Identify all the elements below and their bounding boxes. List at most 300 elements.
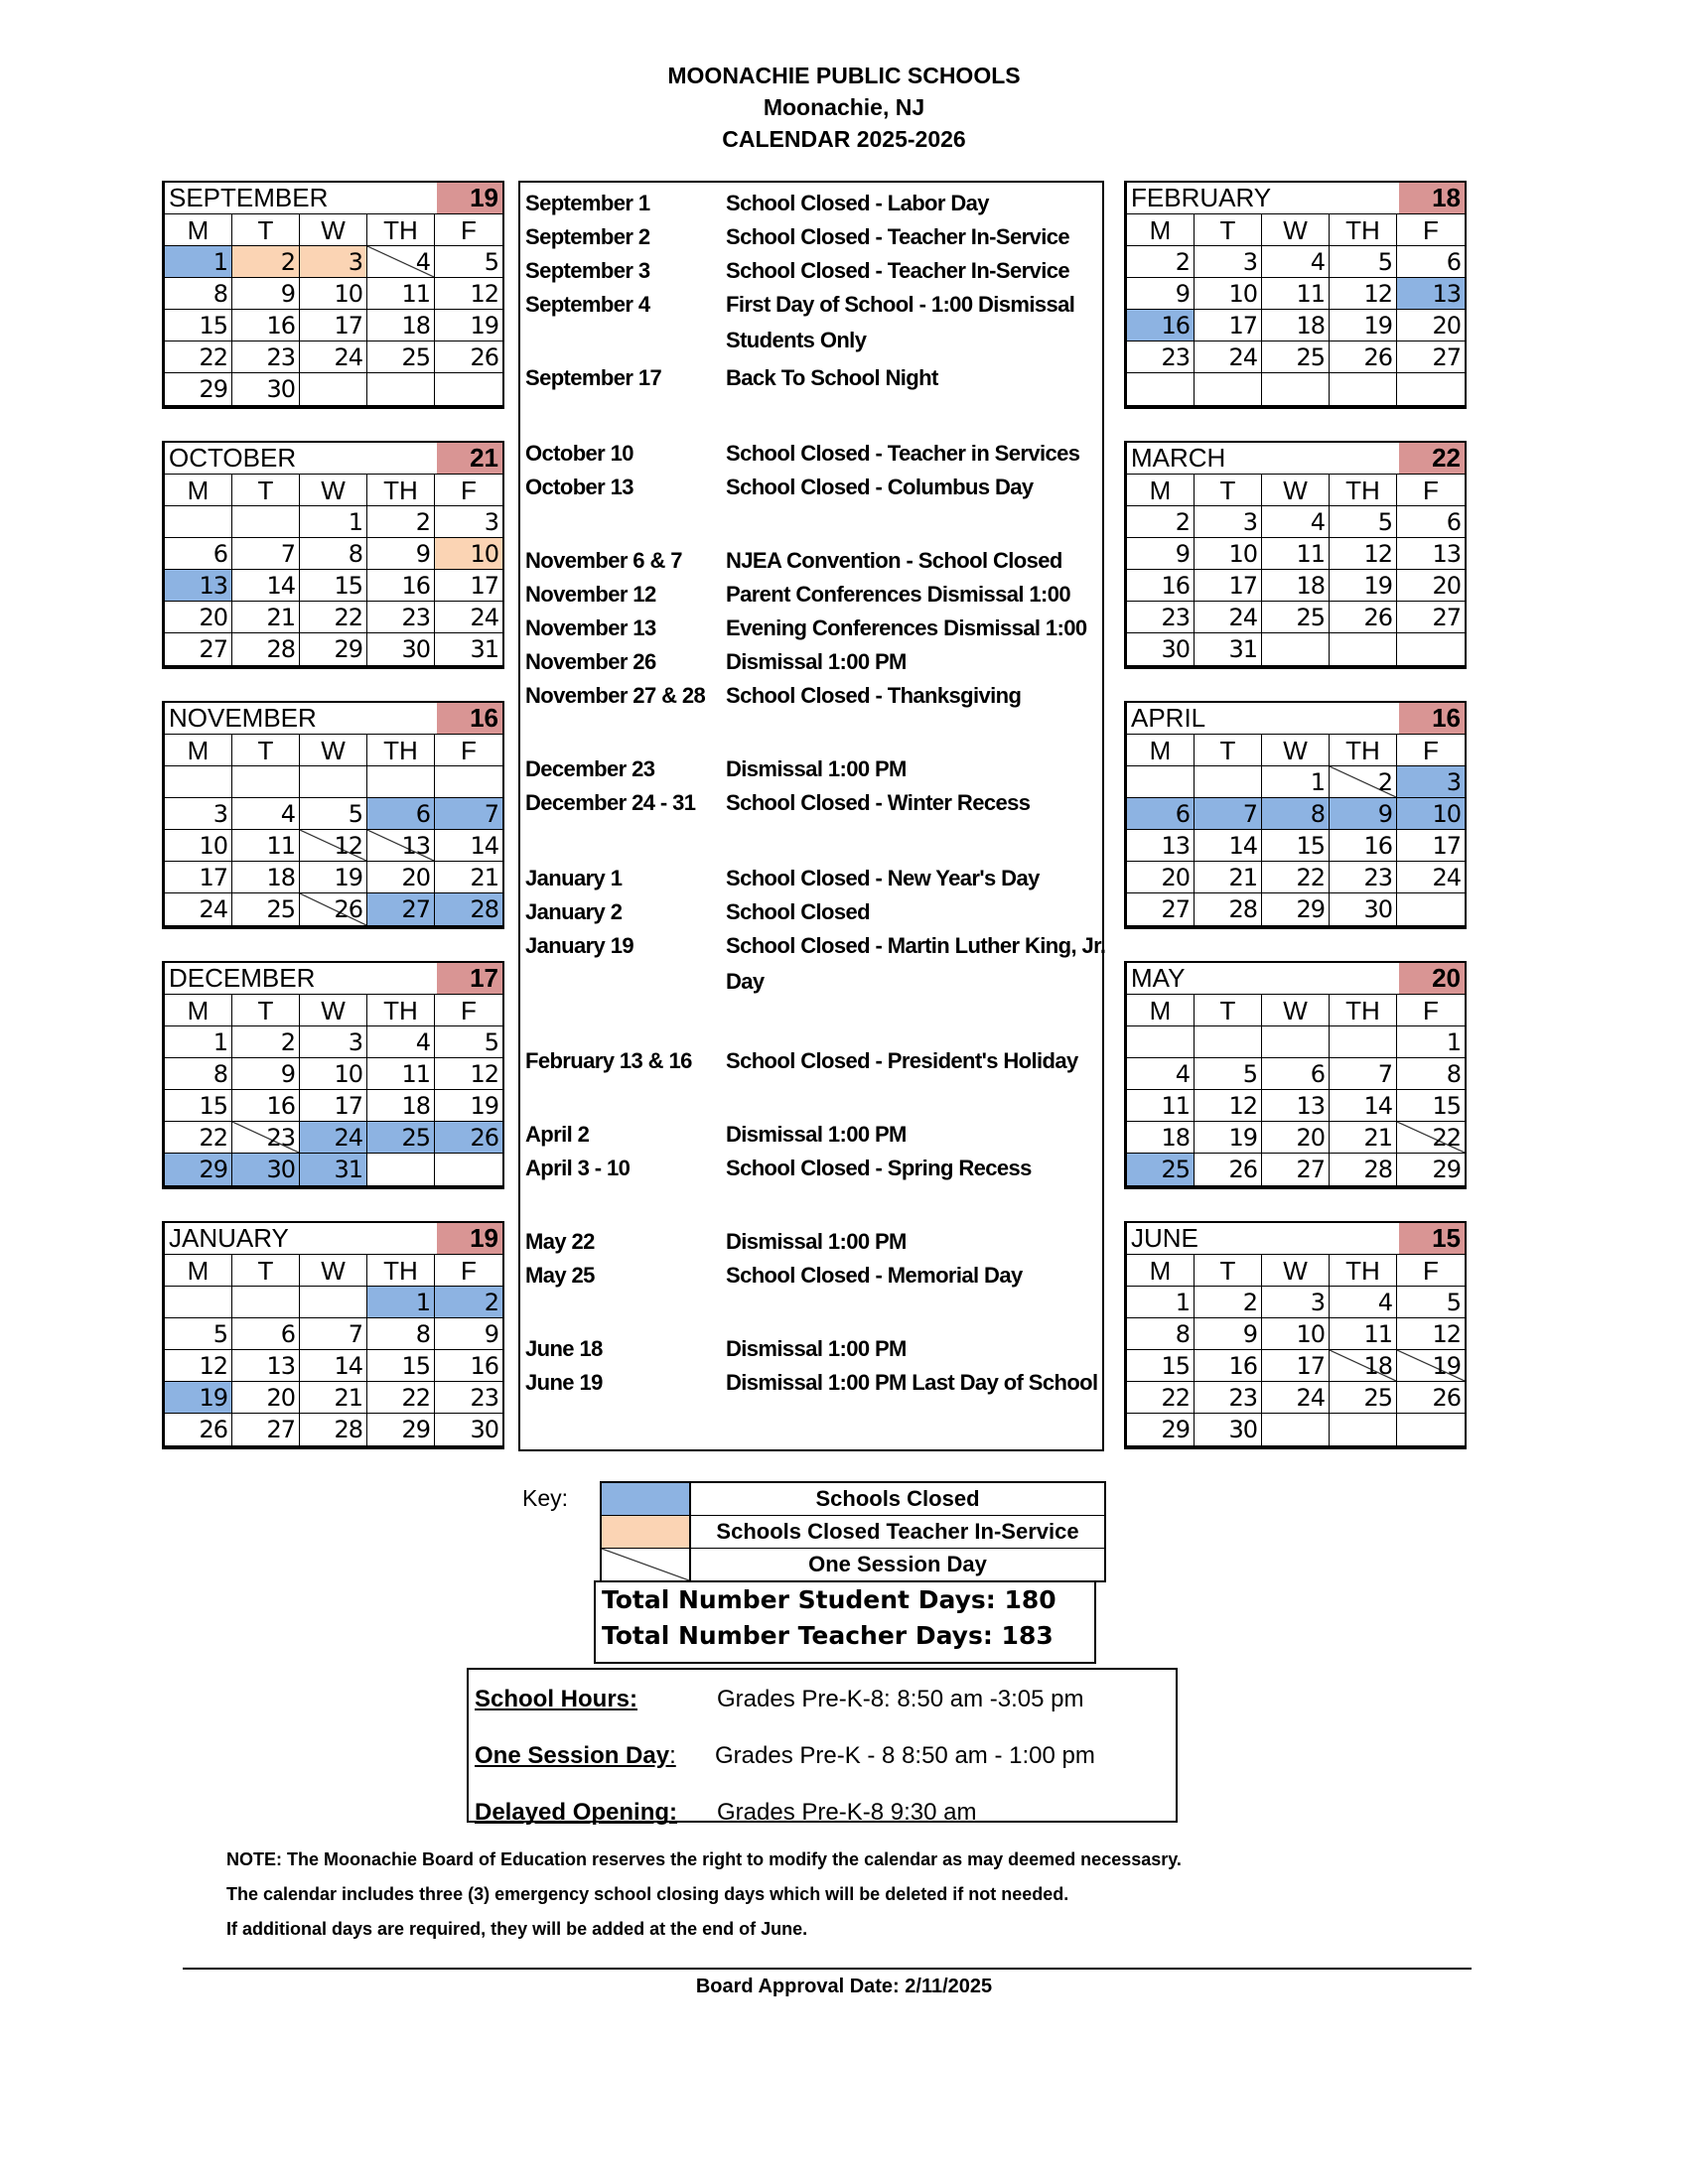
- weekday-header: T: [232, 1255, 300, 1287]
- weekday-header: W: [1262, 995, 1330, 1026]
- event-description: School Closed: [726, 899, 870, 924]
- month-name: OCTOBER: [169, 443, 297, 473]
- month-october: [162, 441, 504, 669]
- day-cell: 10: [300, 1058, 367, 1090]
- day-cell: 27: [1127, 893, 1195, 925]
- event-date: September 17: [525, 365, 662, 390]
- weekday-header: M: [1127, 475, 1195, 506]
- day-cell: 10: [1195, 278, 1262, 310]
- day-cell: 4: [367, 1026, 435, 1058]
- hours-label: School Hours:: [475, 1686, 638, 1712]
- day-cell: 21: [1330, 1122, 1397, 1154]
- event-row: [520, 292, 1106, 326]
- day-cell: 2: [232, 1026, 300, 1058]
- weekday-header: TH: [367, 735, 435, 766]
- day-cell: 24: [300, 1122, 367, 1154]
- day-cell: 4: [1262, 246, 1330, 278]
- event-row: [520, 582, 1106, 615]
- month-january: [162, 1221, 504, 1449]
- day-cell: 18: [367, 1090, 435, 1122]
- month-name: NOVEMBER: [169, 703, 317, 733]
- weekday-header: W: [1262, 475, 1330, 506]
- key-table: [600, 1481, 1106, 1582]
- totals-box: [594, 1580, 1096, 1664]
- month-grid: [1127, 735, 1465, 925]
- day-cell: 9: [1195, 1318, 1262, 1350]
- day-cell: 24: [1262, 1382, 1330, 1414]
- day-cell: 30: [367, 633, 435, 665]
- month-day-count: 17: [437, 963, 502, 994]
- day-cell: 29: [1262, 893, 1330, 925]
- day-cell: 7: [1330, 1058, 1397, 1090]
- event-date: November 13: [525, 615, 656, 640]
- day-cell: 26: [435, 1122, 502, 1154]
- day-cell: 25: [367, 341, 435, 373]
- empty-cell: [1397, 373, 1465, 405]
- empty-cell: [1262, 1026, 1330, 1058]
- day-cell: 28: [435, 893, 502, 925]
- weekday-header: TH: [367, 1255, 435, 1287]
- day-cell: 4: [1127, 1058, 1195, 1090]
- month-name: DECEMBER: [169, 963, 316, 993]
- day-cell: 11: [367, 1058, 435, 1090]
- weekday-header: TH: [1330, 735, 1397, 766]
- day-cell: 30: [232, 1154, 300, 1185]
- month-name: MARCH: [1131, 443, 1226, 473]
- event-row: [520, 328, 1106, 361]
- event-description: School Closed - Teacher in Services: [726, 441, 1080, 466]
- day-cell: 23: [1330, 862, 1397, 893]
- month-day-count: 20: [1399, 963, 1465, 994]
- day-cell: 23: [232, 1122, 300, 1154]
- day-cell: 25: [232, 893, 300, 925]
- event-date: September 1: [525, 191, 650, 215]
- day-cell: 1: [1262, 766, 1330, 798]
- day-cell: 1: [1127, 1287, 1195, 1318]
- day-cell: 29: [367, 1414, 435, 1445]
- weekday-header: T: [232, 475, 300, 506]
- day-cell: 23: [1195, 1382, 1262, 1414]
- day-cell: 20: [1127, 862, 1195, 893]
- day-cell: 3: [1262, 1287, 1330, 1318]
- event-description: School Closed - Memorial Day: [726, 1263, 1023, 1288]
- day-cell: 4: [1330, 1287, 1397, 1318]
- day-cell: 16: [367, 570, 435, 602]
- day-cell: 13: [1397, 278, 1465, 310]
- day-cell: 13: [1127, 830, 1195, 862]
- event-row: [520, 649, 1106, 683]
- event-description: Back To School Night: [726, 365, 938, 390]
- day-cell: 11: [1127, 1090, 1195, 1122]
- event-date: January 2: [525, 899, 623, 924]
- day-cell: 26: [165, 1414, 232, 1445]
- event-row: [520, 475, 1106, 508]
- day-cell: 30: [1330, 893, 1397, 925]
- event-description: NJEA Convention - School Closed: [726, 548, 1062, 573]
- event-date: December 23: [525, 756, 655, 781]
- empty-cell: [165, 1287, 232, 1318]
- month-header: [1127, 963, 1465, 995]
- day-cell: 24: [1195, 602, 1262, 633]
- event-description: Dismissal 1:00 PM: [726, 1336, 907, 1361]
- event-row: [520, 615, 1106, 649]
- event-row: [520, 548, 1106, 582]
- day-cell: 12: [435, 1058, 502, 1090]
- day-cell: 11: [232, 830, 300, 862]
- weekday-header: F: [1397, 1255, 1465, 1287]
- day-cell: 8: [1262, 798, 1330, 830]
- day-cell: 7: [232, 538, 300, 570]
- event-description: School Closed - Labor Day: [726, 191, 989, 215]
- event-row: [520, 191, 1106, 224]
- event-date: January 1: [525, 866, 623, 890]
- day-cell: 31: [300, 1154, 367, 1185]
- day-cell: 21: [435, 862, 502, 893]
- empty-cell: [1330, 1414, 1397, 1445]
- day-cell: 22: [1262, 862, 1330, 893]
- day-cell: 19: [165, 1382, 232, 1414]
- day-cell: 7: [1195, 798, 1262, 830]
- day-cell: 26: [300, 893, 367, 925]
- day-cell: 25: [1262, 341, 1330, 373]
- day-cell: 25: [1127, 1154, 1195, 1185]
- event-row: [520, 258, 1106, 292]
- weekday-header: F: [1397, 735, 1465, 766]
- month-grid: [1127, 214, 1465, 405]
- hours-value: Grades Pre-K - 8 8:50 am - 1:00 pm: [715, 1742, 1095, 1769]
- event-row: [520, 866, 1106, 899]
- day-cell: 14: [435, 830, 502, 862]
- day-cell: 7: [300, 1318, 367, 1350]
- day-cell: 6: [1127, 798, 1195, 830]
- weekday-header: TH: [1330, 214, 1397, 246]
- day-cell: 10: [1397, 798, 1465, 830]
- month-day-count: 16: [1399, 703, 1465, 734]
- day-cell: 18: [1127, 1122, 1195, 1154]
- day-cell: 18: [1262, 570, 1330, 602]
- month-grid: [1127, 995, 1465, 1185]
- month-day-count: 22: [1399, 443, 1465, 474]
- key-row-inservice: [602, 1516, 1104, 1549]
- day-cell: 17: [435, 570, 502, 602]
- day-cell: 8: [1397, 1058, 1465, 1090]
- day-cell: 19: [435, 310, 502, 341]
- hours-label-suffix: :: [669, 1742, 676, 1769]
- day-cell: 5: [435, 1026, 502, 1058]
- weekday-header: M: [1127, 735, 1195, 766]
- day-cell: 9: [232, 1058, 300, 1090]
- day-cell: 2: [1330, 766, 1397, 798]
- weekday-header: F: [435, 475, 502, 506]
- day-cell: 30: [1127, 633, 1195, 665]
- day-cell: 21: [300, 1382, 367, 1414]
- weekday-header: W: [300, 1255, 367, 1287]
- event-description: Parent Conferences Dismissal 1:00: [726, 582, 1071, 607]
- weekday-header: M: [1127, 1255, 1195, 1287]
- weekday-header: T: [1195, 475, 1262, 506]
- empty-cell: [1397, 1414, 1465, 1445]
- empty-cell: [1262, 373, 1330, 405]
- weekday-header: TH: [367, 475, 435, 506]
- day-cell: 2: [435, 1287, 502, 1318]
- weekday-header: F: [435, 1255, 502, 1287]
- month-november: [162, 701, 504, 929]
- weekday-header: M: [165, 735, 232, 766]
- day-cell: 2: [1127, 246, 1195, 278]
- event-row: [520, 441, 1106, 475]
- day-cell: 22: [1397, 1122, 1465, 1154]
- day-cell: 23: [367, 602, 435, 633]
- empty-cell: [435, 373, 502, 405]
- day-cell: 9: [367, 538, 435, 570]
- day-cell: 19: [435, 1090, 502, 1122]
- event-date: September 2: [525, 224, 650, 249]
- day-cell: 11: [1330, 1318, 1397, 1350]
- event-description: School Closed - Thanksgiving: [726, 683, 1022, 708]
- month-day-count: 19: [437, 1223, 502, 1254]
- weekday-header: M: [165, 214, 232, 246]
- event-description: Students Only: [726, 328, 867, 352]
- day-cell: 6: [165, 538, 232, 570]
- month-grid: [1127, 1255, 1465, 1445]
- day-cell: 17: [1397, 830, 1465, 862]
- event-date: November 12: [525, 582, 656, 607]
- day-cell: 26: [1397, 1382, 1465, 1414]
- day-cell: 14: [232, 570, 300, 602]
- event-row: [520, 969, 1106, 1003]
- weekday-header: TH: [1330, 995, 1397, 1026]
- weekday-header: F: [1397, 475, 1465, 506]
- day-cell: 3: [435, 506, 502, 538]
- day-cell: 9: [1127, 538, 1195, 570]
- day-cell: 3: [1397, 766, 1465, 798]
- weekday-header: M: [165, 1255, 232, 1287]
- empty-cell: [1195, 373, 1262, 405]
- day-cell: 19: [1330, 570, 1397, 602]
- weekday-header: TH: [367, 995, 435, 1026]
- weekday-header: W: [300, 214, 367, 246]
- day-cell: 13: [1397, 538, 1465, 570]
- day-cell: 18: [367, 310, 435, 341]
- day-cell: 15: [300, 570, 367, 602]
- day-cell: 8: [300, 538, 367, 570]
- day-cell: 5: [435, 246, 502, 278]
- weekday-header: F: [435, 735, 502, 766]
- month-june: [1124, 1221, 1467, 1449]
- day-cell: 15: [165, 1090, 232, 1122]
- day-cell: 30: [1195, 1414, 1262, 1445]
- day-cell: 16: [232, 1090, 300, 1122]
- month-day-count: 16: [437, 703, 502, 734]
- day-cell: 1: [165, 246, 232, 278]
- day-cell: 20: [165, 602, 232, 633]
- empty-cell: [165, 766, 232, 798]
- day-cell: 25: [1262, 602, 1330, 633]
- month-name: JUNE: [1131, 1223, 1198, 1253]
- weekday-header: T: [232, 995, 300, 1026]
- day-cell: 23: [1127, 341, 1195, 373]
- closed-swatch: [602, 1483, 691, 1515]
- day-cell: 21: [1195, 862, 1262, 893]
- event-row: [520, 1122, 1106, 1156]
- day-cell: 8: [367, 1318, 435, 1350]
- event-description: Dismissal 1:00 PM: [726, 1229, 907, 1254]
- event-description: Day: [726, 969, 765, 994]
- day-cell: 29: [1432, 1156, 1461, 1183]
- event-row: [520, 1229, 1106, 1263]
- month-header: [165, 963, 502, 995]
- empty-cell: [300, 373, 367, 405]
- event-date: May 25: [525, 1263, 595, 1288]
- day-cell: 4: [232, 798, 300, 830]
- day-cell: 5: [1330, 246, 1397, 278]
- month-name: APRIL: [1131, 703, 1206, 733]
- event-date: November 27 & 28: [525, 683, 706, 708]
- day-cell: 11: [1262, 278, 1330, 310]
- day-cell: 14: [1195, 830, 1262, 862]
- day-cell: 9: [232, 278, 300, 310]
- day-cell: 10: [435, 538, 502, 570]
- empty-cell: [1330, 373, 1397, 405]
- day-cell: 20: [1262, 1122, 1330, 1154]
- day-cell: 5: [165, 1318, 232, 1350]
- month-name: FEBRUARY: [1131, 183, 1272, 212]
- day-cell: 1: [165, 1026, 232, 1058]
- event-date: June 19: [525, 1370, 603, 1395]
- day-cell: 12: [1397, 1318, 1465, 1350]
- empty-cell: [1330, 1026, 1397, 1058]
- month-name: JANUARY: [169, 1223, 289, 1253]
- day-cell: 5: [1397, 1287, 1465, 1318]
- day-cell: 12: [1195, 1090, 1262, 1122]
- day-cell: 23: [1127, 602, 1195, 633]
- month-header: [1127, 183, 1465, 214]
- day-cell: 18: [232, 862, 300, 893]
- event-description: Dismissal 1:00 PM Last Day of School: [726, 1370, 1098, 1395]
- day-cell: 28: [1330, 1154, 1397, 1185]
- one-session-swatch: [602, 1549, 691, 1580]
- weekday-header: M: [165, 475, 232, 506]
- day-cell: 27: [367, 893, 435, 925]
- day-cell: 18: [1330, 1350, 1397, 1382]
- hours-box: [467, 1668, 1178, 1826]
- month-name: SEPTEMBER: [169, 183, 329, 212]
- event-date: October 10: [525, 441, 633, 466]
- month-day-count: 15: [1399, 1223, 1465, 1254]
- month-day-count: 18: [1399, 183, 1465, 213]
- day-cell: 24: [435, 602, 502, 633]
- day-cell: 17: [1195, 310, 1262, 341]
- day-cell: 29: [1127, 1414, 1195, 1445]
- empty-cell: [165, 506, 232, 538]
- day-cell: 15: [367, 1350, 435, 1382]
- empty-cell: [1195, 766, 1262, 798]
- day-cell: 19: [300, 862, 367, 893]
- day-cell: 9: [435, 1318, 502, 1350]
- event-row: [520, 1370, 1106, 1404]
- event-date: May 22: [525, 1229, 595, 1254]
- weekday-header: T: [1195, 735, 1262, 766]
- weekday-header: M: [165, 995, 232, 1026]
- day-cell: 14: [1330, 1090, 1397, 1122]
- day-cell: 15: [1262, 830, 1330, 862]
- weekday-header: W: [300, 735, 367, 766]
- day-cell: 1: [300, 506, 367, 538]
- weekday-header: T: [1195, 1255, 1262, 1287]
- empty-cell: [1397, 633, 1465, 665]
- notes: [226, 1843, 1182, 1947]
- weekday-header: T: [1195, 214, 1262, 246]
- day-cell: 16: [232, 310, 300, 341]
- event-date: November 26: [525, 649, 656, 674]
- day-cell: 8: [165, 1058, 232, 1090]
- day-cell: 18: [1262, 310, 1330, 341]
- day-cell: 8: [1127, 1318, 1195, 1350]
- day-cell: 3: [300, 1026, 367, 1058]
- day-cell: 9: [1330, 798, 1397, 830]
- day-cell: 3: [165, 798, 232, 830]
- day-cell: 21: [232, 602, 300, 633]
- day-cell: 19: [1195, 1122, 1262, 1154]
- day-cell: 2: [1195, 1287, 1262, 1318]
- empty-cell: [1397, 893, 1465, 925]
- month-december: [162, 961, 504, 1189]
- day-cell: 16: [1330, 830, 1397, 862]
- day-cell: 1: [367, 1287, 435, 1318]
- event-date: September 4: [525, 292, 650, 317]
- weekday-header: W: [300, 475, 367, 506]
- event-description: Evening Conferences Dismissal 1:00: [726, 615, 1087, 640]
- note-line: NOTE: The Moonachie Board of Education reserves the right to modify the calendar as may deemed necessasry.: [226, 1849, 1182, 1869]
- day-cell: 6: [367, 798, 435, 830]
- empty-cell: [1127, 373, 1195, 405]
- empty-cell: [300, 1287, 367, 1318]
- month-may: [1124, 961, 1467, 1189]
- event-description: Dismissal 1:00 PM: [726, 649, 907, 674]
- event-row: [520, 1156, 1106, 1189]
- month-grid: [165, 995, 502, 1185]
- event-row: [520, 756, 1106, 790]
- day-cell: 16: [435, 1350, 502, 1382]
- day-cell: 20: [367, 862, 435, 893]
- day-cell: 24: [1397, 862, 1465, 893]
- event-row: [520, 1263, 1106, 1297]
- day-cell: 24: [165, 893, 232, 925]
- event-description: First Day of School - 1:00 Dismissal: [726, 292, 1075, 317]
- event-row: [520, 683, 1106, 717]
- day-cell: 2: [232, 246, 300, 278]
- key-label: Key:: [522, 1485, 569, 1511]
- day-cell: 14: [300, 1350, 367, 1382]
- event-description: School Closed - Teacher In-Service: [726, 224, 1069, 249]
- month-header: [1127, 703, 1465, 735]
- month-name: MAY: [1131, 963, 1186, 993]
- month-february: [1124, 181, 1467, 409]
- day-cell: 27: [165, 633, 232, 665]
- weekday-header: M: [1127, 214, 1195, 246]
- event-date: February 13 & 16: [525, 1048, 692, 1073]
- day-cell: 27: [1397, 341, 1465, 373]
- day-cell: 11: [1262, 538, 1330, 570]
- event-date: October 13: [525, 475, 633, 499]
- month-header: [1127, 1223, 1465, 1255]
- month-grid: [165, 475, 502, 665]
- day-cell: 22: [165, 341, 232, 373]
- day-cell: 16: [1195, 1350, 1262, 1382]
- day-cell: 12: [300, 830, 367, 862]
- day-cell: 20: [1397, 570, 1465, 602]
- weekday-header: F: [435, 214, 502, 246]
